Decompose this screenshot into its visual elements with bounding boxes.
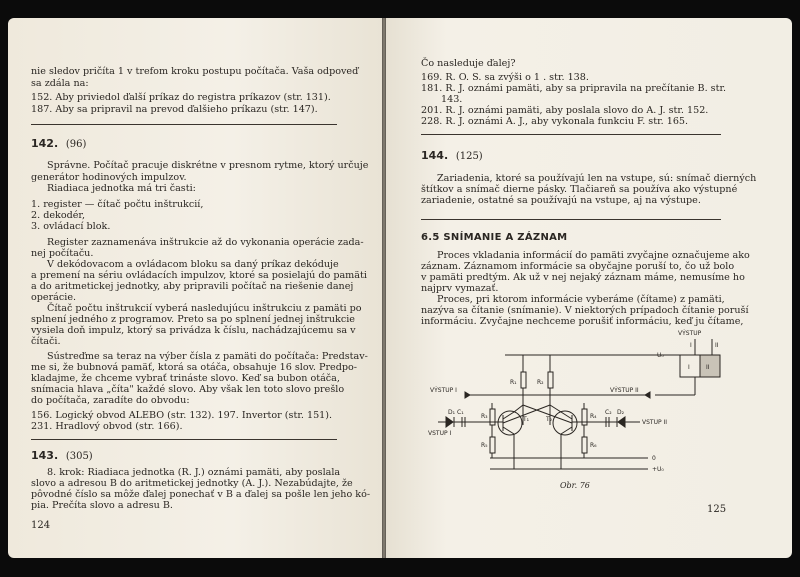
- resistor-r3: [490, 409, 495, 425]
- section-144-heading: [421, 149, 483, 162]
- s142-list-item: 2. dekodér,: [31, 210, 86, 221]
- figure-caption: Obr. 76: [560, 481, 590, 490]
- label-r4: R₄: [590, 413, 597, 420]
- label-roman-ii: II: [715, 342, 719, 349]
- right-option-169: 169. R. O. S. sa zvýši o 1 . str. 138.: [421, 72, 589, 83]
- s142-line: vysiela doň impulz, ktorý sa privádza k číslu, nachádzajúcemu sa v: [31, 325, 356, 336]
- page-number-left: 124: [31, 520, 51, 531]
- intro-line-1: nie sledov pričíta 1 v trefom kroku postupu počítača. Vaša odpoveď: [31, 66, 359, 77]
- body-line: najprv vymazať.: [421, 283, 499, 294]
- section-142-heading: [31, 137, 86, 150]
- page-number-right: 125: [707, 504, 727, 515]
- circuit-figure: [410, 325, 740, 495]
- label-zero: 0: [652, 455, 656, 462]
- body-line: Proces vkladania informácií do pamäti zvyčajne označujeme ako: [437, 250, 750, 261]
- s142-line: splnení jedného z programov. Preto sa po splnení jednej inštrukcie: [31, 314, 355, 325]
- label-r3: R₃: [481, 413, 488, 420]
- intro-option-187: 187. Aby sa pripravil na prevod ďalšieho príkazu (str. 147).: [31, 104, 318, 115]
- section-143-heading: [31, 449, 93, 462]
- right-top-line: Čo nasleduje ďalej?: [421, 58, 516, 69]
- section-heading-6-5: 6.5 SNÍMANIE A ZÁZNAM: [421, 232, 568, 243]
- label-c2: C₂: [605, 409, 612, 416]
- s143-line: 8. krok: Riadiaca jednotka (R. J.) oznámi pamäti, aby poslala: [47, 467, 341, 478]
- label-block-i: I: [688, 364, 690, 371]
- label-r2: R₂: [537, 379, 544, 386]
- s142-line: čítači.: [31, 336, 61, 347]
- body-line: záznam. Záznamom informácie sa obyčajne poruší to, čo už bolo: [421, 261, 735, 272]
- resistor-r4: [582, 409, 587, 425]
- label-roman-i: I: [690, 342, 692, 349]
- s142-line: a premení na sériu ovládacích impulzov, ktoré sa posielajú do pamäti: [31, 270, 367, 281]
- s144-line: štítkov a snímač dierne pásky. Tlačiareň sa používa ako výstupné: [421, 184, 738, 195]
- right-option-181-cont: 143.: [441, 94, 463, 105]
- label-vstup-right: VSTUP II: [642, 419, 668, 426]
- s142-line: Register zaznamenáva inštrukcie až do vykonania operácie zada-: [47, 237, 364, 248]
- right-option-201: 201. R. J. oznámi pamäti, aby poslala slovo do A. J. str. 152.: [421, 105, 709, 116]
- divider: [31, 124, 337, 125]
- intro-line-2: sa zdála na:: [31, 78, 89, 89]
- s142-line: V dekódovacom a ovládacom bloku sa daný príkaz dekóduje: [47, 259, 339, 270]
- section-number: 142.: [31, 137, 59, 150]
- s142-line: snímacia hlava „číta" každé slovo. Aby však len toto slovo prešlo: [31, 384, 345, 395]
- diode-d2: [618, 417, 625, 427]
- right-option-181: 181. R. J. oznámi pamäti, aby sa pripravila na prečítanie B. str.: [421, 83, 727, 94]
- divider: [31, 439, 337, 440]
- label-t2: T₂: [546, 416, 553, 423]
- divider: [421, 219, 721, 220]
- label-r1: R₁: [510, 379, 517, 386]
- s143-line: pia. Prečíta slovo a adresu B.: [31, 500, 173, 511]
- label-plus-u0: +U₀: [652, 466, 664, 473]
- s142-list-item: 1. register — čítač počtu inštrukcií,: [31, 199, 204, 210]
- s142-line: me si, že bubnová pamäť, ktorá sa otáča, obsahuje 16 slov. Predpo-: [31, 362, 358, 373]
- label-minus-u0: −U₀: [652, 352, 664, 359]
- body-line: v pamäti predtým. Ak už v nej nejaký záznam máme, nemusíme ho: [421, 272, 745, 283]
- label-r5: R₅: [481, 442, 488, 449]
- s142-list-item: 3. ovládací blok.: [31, 221, 111, 232]
- body-line: informáciu. Zvyčajne nechceme porušiť informáciu, keď ju čítame,: [421, 316, 744, 327]
- s142-line: nej počítaču.: [31, 248, 94, 259]
- s142-line: Riadiaca jednotka má tri časti:: [47, 183, 196, 194]
- resistor-r6: [582, 437, 587, 453]
- section-number: 143.: [31, 449, 59, 462]
- block-ii: [700, 355, 720, 377]
- resistor-r1: [521, 372, 526, 388]
- section-ref: (125): [455, 151, 483, 162]
- resistor-r5: [490, 437, 495, 453]
- body-line: Proces, pri ktorom informácie vyberáme (čítame) z pamäti,: [437, 294, 725, 305]
- s142-line: operácie.: [31, 292, 77, 303]
- block-i: [680, 355, 700, 377]
- s142-option: 156. Logický obvod ALEBO (str. 132). 197. Invertor (str. 151).: [31, 410, 333, 421]
- resistor-r2: [548, 372, 553, 388]
- body-line: nazýva sa čítanie (snímanie). V niektorých prípadoch čítanie poruší: [421, 305, 749, 316]
- label-vystup-top: VÝSTUP: [678, 330, 702, 337]
- label-vystup-right: VÝSTUP II: [610, 387, 639, 394]
- section-ref: (305): [65, 451, 93, 462]
- s144-line: zariadenie, ostatné sa používajú na vstupe, aj na výstupe.: [421, 195, 701, 206]
- label-vstup-left: VSTUP I: [428, 430, 452, 437]
- label-d1: D₁: [448, 409, 456, 416]
- label-block-ii: II: [706, 364, 710, 371]
- s143-line: pôvodné číslo sa môže ďalej ponechať v B a ďalej sa pošle len jeho kó-: [31, 489, 371, 500]
- label-r6: R₆: [590, 442, 597, 449]
- s142-line: kladajme, že chceme vybrať trináste slovo. Keď sa bubon otáča,: [31, 373, 340, 384]
- label-c1: C₁: [457, 409, 464, 416]
- s144-line: Zariadenia, ktoré sa používajú len na vstupe, sú: snímač dierných: [437, 173, 757, 184]
- divider: [421, 134, 721, 135]
- intro-option-152: 152. Aby priviedol ďalší príkaz do registra príkazov (str. 131).: [31, 92, 331, 103]
- s142-line: Čítač počtu inštrukcií vyberá nasledujúcu inštrukciu z pamäti po: [47, 303, 362, 314]
- label-t1: T₁: [523, 416, 530, 423]
- s143-line: slovo a adresou B do aritmetickej jednotky (A. J.). Nezabúdajte, že: [31, 478, 353, 489]
- section-ref: (96): [65, 139, 87, 150]
- label-d2: D₂: [617, 409, 625, 416]
- label-vystup-left: VÝSTUP I: [430, 387, 457, 394]
- s142-line: a do aritmetickej jednotky, aby pripravili počítač na riešenie danej: [31, 281, 354, 292]
- s142-line: Správne. Počítač pracuje diskrétne v presnom rytme, ktorý určuje: [47, 160, 369, 171]
- s142-line: do počítača, zaradíte do obvodu:: [31, 395, 190, 406]
- diode-d1: [446, 417, 453, 427]
- s142-line: generátor hodinových impulzov.: [31, 172, 187, 183]
- s142-option: 231. Hradlový obvod (str. 166).: [31, 421, 183, 432]
- section-number: 144.: [421, 149, 449, 162]
- s142-line: Sústreďme sa teraz na výber čísla z pamäti do počítača: Predstav-: [47, 351, 368, 362]
- right-option-228: 228. R. J. oznámi A. J., aby vykonala funkciu F. str. 165.: [421, 116, 689, 127]
